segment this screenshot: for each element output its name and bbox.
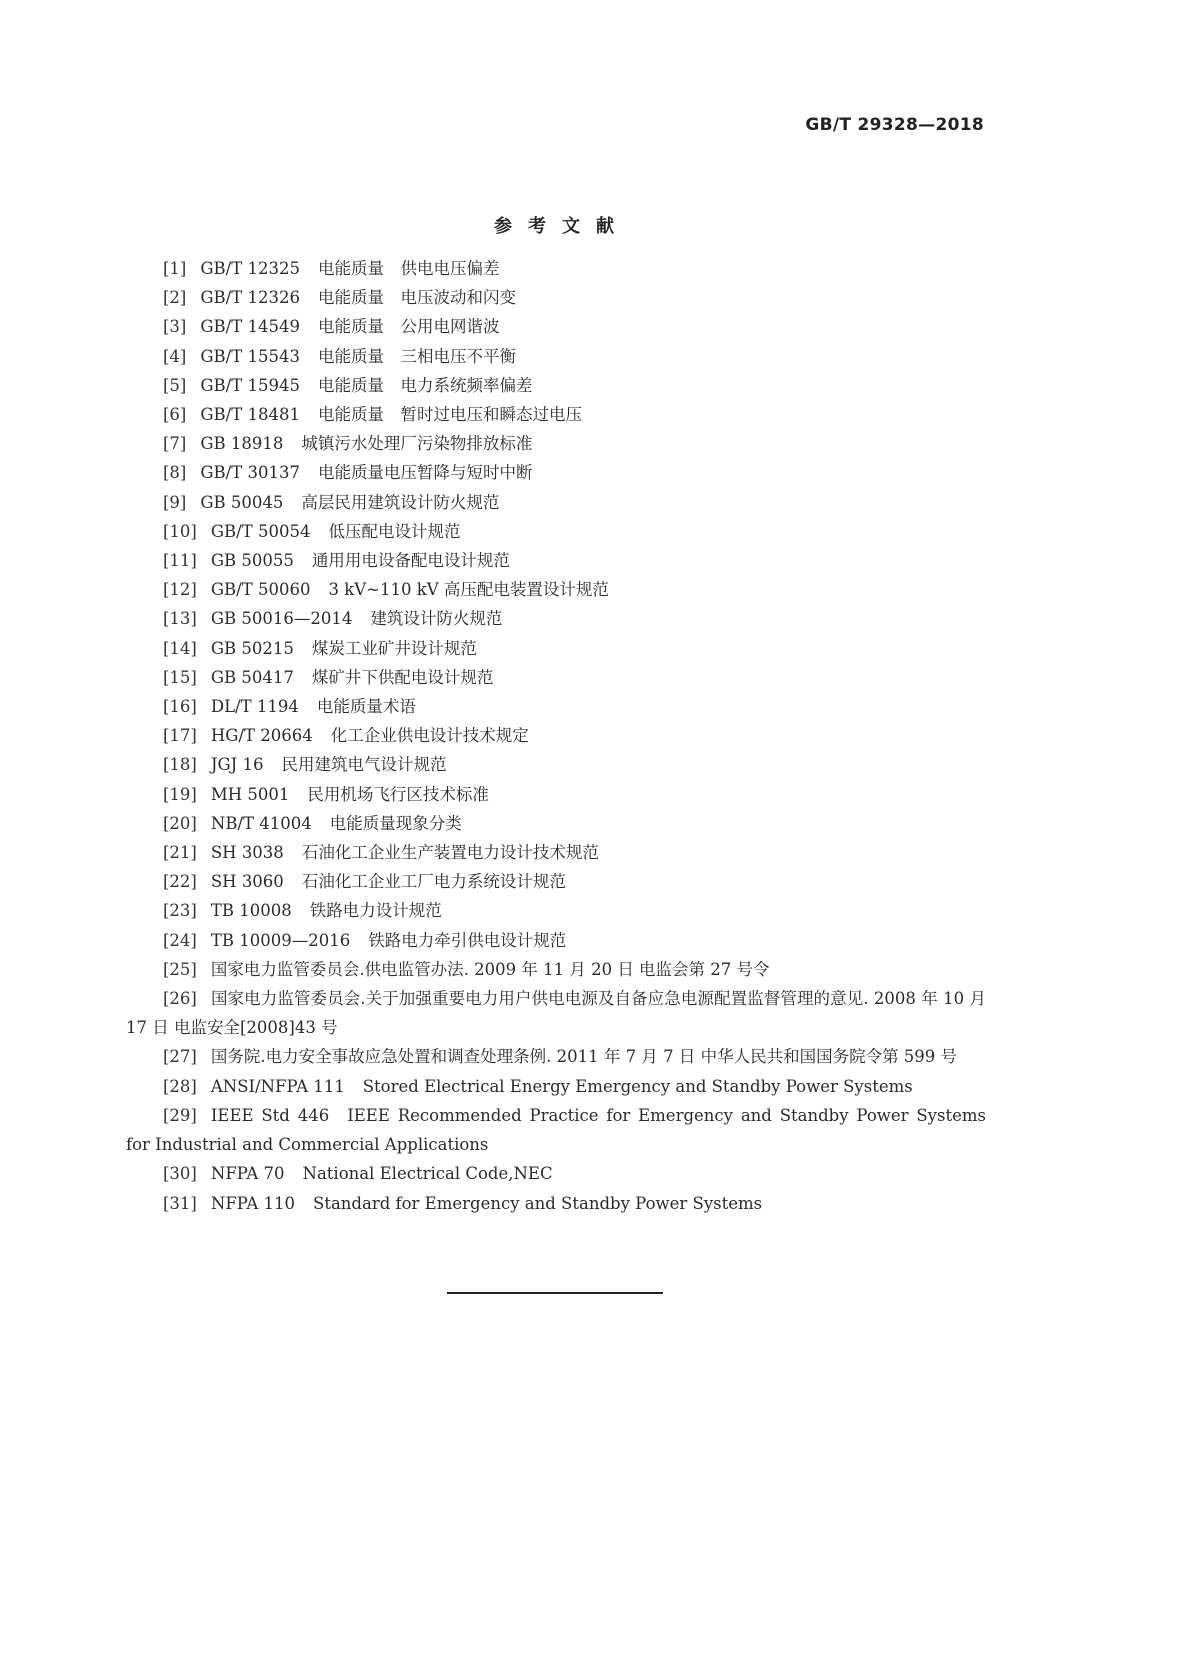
reference-number: [20] xyxy=(163,813,197,833)
reference-item xyxy=(126,517,986,546)
reference-number: [14] xyxy=(163,638,197,658)
reference-title: 电能质量 公用电网谐波 xyxy=(317,317,500,337)
reference-title: 电能质量 三相电压不平衡 xyxy=(317,346,516,366)
reference-title: 电能质量现象分类 xyxy=(329,813,462,833)
reference-item xyxy=(126,488,986,517)
reference-item xyxy=(126,955,986,984)
reference-number: [8] xyxy=(163,463,187,483)
reference-list xyxy=(126,254,992,1218)
reference-title: 通用用电设备配电设计规范 xyxy=(311,551,510,571)
reference-code: IEEE Std 446 xyxy=(210,1105,330,1125)
reference-title: 铁路电力牵引供电设计规范 xyxy=(368,930,567,950)
reference-number: [17] xyxy=(163,726,197,746)
reference-title: 国家电力监管委员会.供电监管办法. 2009 年 11 月 20 日 电监会第 27 号令 xyxy=(210,959,770,979)
reference-title: 石油化工企业生产装置电力设计技术规范 xyxy=(301,843,599,863)
reference-code: GB/T 15945 xyxy=(200,375,300,395)
reference-code: GB/T 15543 xyxy=(200,346,300,366)
reference-title: 电能质量电压暂降与短时中断 xyxy=(317,463,533,483)
reference-code: GB/T 18481 xyxy=(200,405,300,425)
reference-title: 煤炭工业矿井设计规范 xyxy=(311,638,477,658)
reference-number: [2] xyxy=(163,288,187,308)
reference-number: [29] xyxy=(163,1105,197,1125)
reference-item xyxy=(126,1101,992,1159)
standard-code-header: GB/T 29328—2018 xyxy=(805,115,984,135)
reference-item xyxy=(126,634,986,663)
reference-code: TB 10008 xyxy=(210,901,292,921)
reference-title: 铁路电力设计规范 xyxy=(309,901,442,921)
reference-code: NB/T 41004 xyxy=(210,813,312,833)
reference-code: MH 5001 xyxy=(210,784,290,804)
reference-title: 电能质量术语 xyxy=(316,697,416,717)
reference-number: [4] xyxy=(163,346,187,366)
reference-number: [19] xyxy=(163,784,197,804)
reference-title: 电能质量 暂时过电压和瞬态过电压 xyxy=(317,405,582,425)
reference-code: JGJ 16 xyxy=(210,755,264,775)
reference-code: GB 50055 xyxy=(210,551,294,571)
reference-number: [22] xyxy=(163,872,197,892)
reference-title: 化工企业供电设计技术规定 xyxy=(330,726,529,746)
reference-item xyxy=(126,371,986,400)
page-title: 参考文献 xyxy=(494,216,630,237)
reference-item xyxy=(126,575,986,604)
reference-title: 煤矿井下供配电设计规范 xyxy=(311,667,494,687)
reference-title: 电能质量 电压波动和闪变 xyxy=(317,288,516,308)
reference-code: GB 50417 xyxy=(210,667,294,687)
reference-title: 国务院.电力安全事故应急处置和调查处理条例. 2011 年 7 月 7 日 中华人民共和国国务院令第 599 号 xyxy=(210,1047,958,1067)
reference-item xyxy=(126,663,986,692)
reference-item xyxy=(126,1189,986,1218)
reference-item xyxy=(126,254,986,283)
reference-number: [3] xyxy=(163,317,187,337)
reference-code: GB/T 50060 xyxy=(210,580,311,600)
reference-item xyxy=(126,400,986,429)
reference-title: 民用机场飞行区技术标准 xyxy=(307,784,489,804)
reference-title: Standard for Emergency and Standby Power Systems xyxy=(313,1193,763,1213)
reference-item xyxy=(126,283,986,312)
reference-number: [23] xyxy=(163,901,197,921)
reference-item xyxy=(126,458,986,487)
reference-number: [10] xyxy=(163,521,197,541)
reference-code: DL/T 1194 xyxy=(210,697,299,717)
reference-code: GB 50215 xyxy=(210,638,294,658)
reference-title: 电能质量 电力系统频率偏差 xyxy=(317,375,533,395)
reference-number: [16] xyxy=(163,697,197,717)
reference-number: [9] xyxy=(163,492,187,512)
reference-number: [27] xyxy=(163,1047,197,1067)
reference-title: 国家电力监管委员会.关于加强重要电力用户供电电源及自备应急电源配置监督管理的意见. 2008 年 10 月 17 日 电监安全[2008]43 号 xyxy=(126,989,992,1038)
reference-item xyxy=(126,721,986,750)
end-divider xyxy=(447,1292,663,1294)
reference-code: SH 3060 xyxy=(210,872,284,892)
reference-title: 低压配电设计规范 xyxy=(328,521,461,541)
reference-item xyxy=(126,838,986,867)
reference-number: [15] xyxy=(163,667,197,687)
reference-code: ANSI/NFPA 111 xyxy=(210,1076,345,1096)
reference-item xyxy=(126,867,986,896)
reference-code: SH 3038 xyxy=(210,843,284,863)
reference-number: [1] xyxy=(163,259,187,278)
reference-item xyxy=(126,750,986,779)
reference-title: 建筑设计防火规范 xyxy=(370,609,503,629)
reference-code: GB/T 12326 xyxy=(200,288,300,308)
reference-title: Stored Electrical Energy Emergency and Standby Power Systems xyxy=(362,1076,913,1096)
reference-item xyxy=(126,984,992,1042)
reference-number: [25] xyxy=(163,959,197,979)
reference-item xyxy=(126,1072,986,1101)
reference-code: GB 50045 xyxy=(200,492,284,512)
reference-title: 电能质量 供电电压偏差 xyxy=(317,259,500,278)
reference-number: [12] xyxy=(163,580,197,600)
reference-code: GB 18918 xyxy=(200,434,284,454)
reference-item xyxy=(126,1042,986,1071)
reference-number: [24] xyxy=(163,930,197,950)
reference-item xyxy=(126,546,986,575)
reference-code: GB 50016—2014 xyxy=(210,609,353,629)
reference-number: [28] xyxy=(163,1076,197,1096)
reference-item xyxy=(126,312,986,341)
reference-item xyxy=(126,926,986,955)
reference-number: [26] xyxy=(163,989,197,1009)
reference-item xyxy=(126,1159,986,1188)
reference-code: GB/T 14549 xyxy=(200,317,300,337)
reference-number: [31] xyxy=(163,1193,197,1213)
reference-number: [18] xyxy=(163,755,197,775)
reference-number: [6] xyxy=(163,405,187,425)
reference-title: 3 kV~110 kV 高压配电装置设计规范 xyxy=(328,580,609,600)
reference-number: [13] xyxy=(163,609,197,629)
reference-number: [30] xyxy=(163,1164,197,1184)
reference-code: HG/T 20664 xyxy=(210,726,313,746)
reference-code: GB/T 12325 xyxy=(200,259,300,278)
reference-item xyxy=(126,604,986,633)
reference-title: National Electrical Code,NEC xyxy=(302,1164,553,1184)
reference-item xyxy=(126,342,986,371)
reference-number: [11] xyxy=(163,551,197,571)
reference-code: NFPA 70 xyxy=(210,1164,285,1184)
reference-title: IEEE Recommended Practice for Emergency and Standby Power Systems for Industrial and Commercial Applications xyxy=(126,1105,992,1155)
reference-title: 城镇污水处理厂污染物排放标准 xyxy=(301,434,533,454)
reference-number: [7] xyxy=(163,434,187,454)
reference-title: 民用建筑电气设计规范 xyxy=(281,755,447,775)
reference-item xyxy=(126,780,986,809)
reference-code: NFPA 110 xyxy=(210,1193,296,1213)
reference-code: GB/T 30137 xyxy=(200,463,300,483)
reference-item xyxy=(126,692,986,721)
reference-code: TB 10009—2016 xyxy=(210,930,351,950)
reference-number: [5] xyxy=(163,375,187,395)
reference-number: [21] xyxy=(163,843,197,863)
reference-title: 石油化工企业工厂电力系统设计规范 xyxy=(301,872,566,892)
reference-code: GB/T 50054 xyxy=(210,521,311,541)
reference-item xyxy=(126,809,986,838)
reference-item xyxy=(126,429,986,458)
reference-title: 高层民用建筑设计防火规范 xyxy=(301,492,500,512)
reference-item xyxy=(126,896,986,925)
